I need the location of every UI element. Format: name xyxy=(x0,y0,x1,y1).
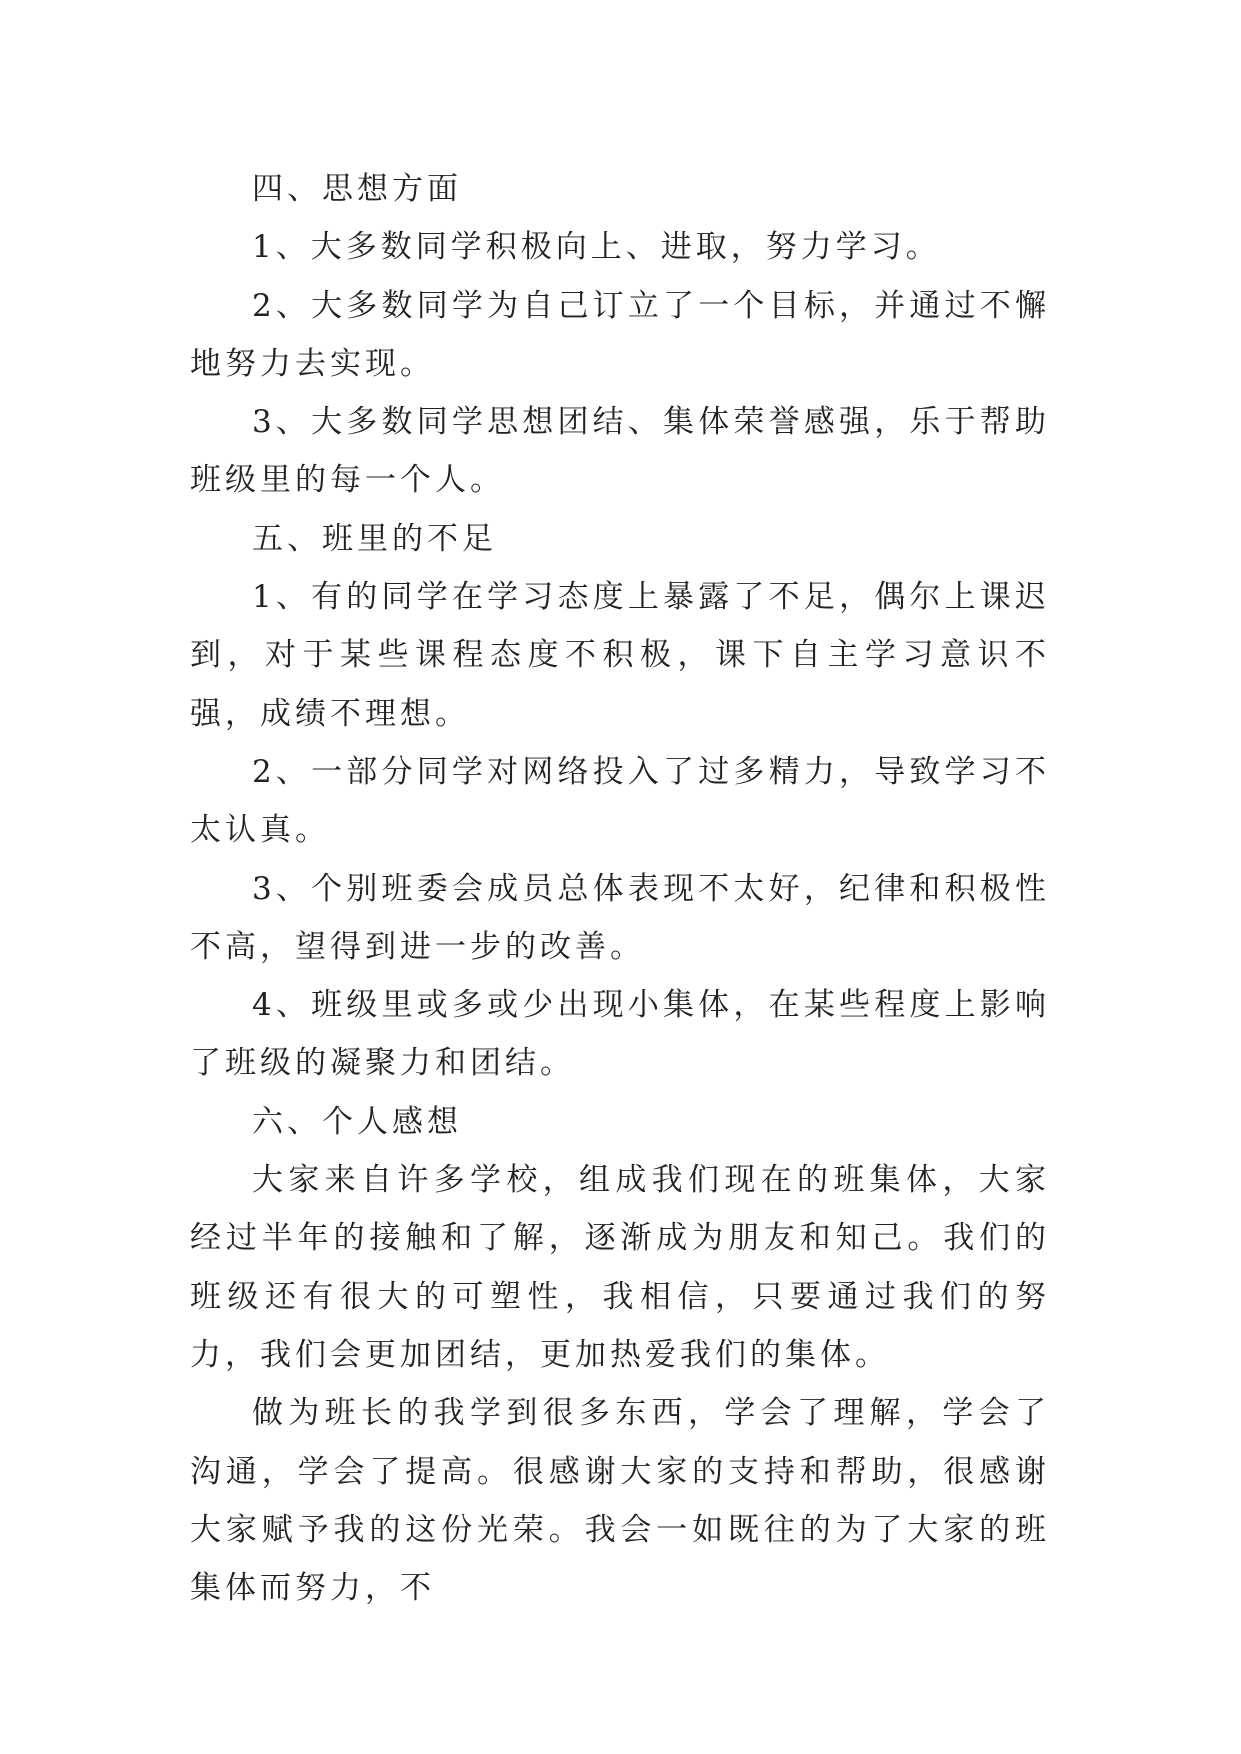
paragraph-thinking-1: 1、大多数同学积极向上、进取，努力学习。 xyxy=(252,229,941,266)
paragraph-shortcomings-1: 1、有的同学在学习态度上暴露了不足，偶尔上课迟到，对于某些课程态度不积极，课下自主学习意识不强，成绩不理想。 xyxy=(190,579,1050,732)
section-heading-shortcomings: 五、班里的不足 xyxy=(252,520,497,557)
paragraph-thinking-3: 3、大多数同学思想团结、集体荣誉感强，乐于帮助班级里的每一个人。 xyxy=(190,404,1050,499)
document-body xyxy=(190,160,1050,1617)
paragraph-reflections-2: 做为班长的我学到很多东西，学会了理解，学会了沟通，学会了提高。很感谢大家的支持和帮助，很感谢大家赋予我的这份光荣。我会一如既往的为了大家的班集体而努力，不 xyxy=(190,1395,1050,1607)
paragraph-shortcomings-3: 3、个别班委会成员总体表现不太好，纪律和积极性不高，望得到进一步的改善。 xyxy=(190,870,1050,965)
paragraph-reflections-1: 大家来自许多学校，组成我们现在的班集体，大家经过半年的接触和了解，逐渐成为朋友和知己。我们的班级还有很大的可塑性，我相信，只要通过我们的努力，我们会更加团结，更加热爱我们的集体。 xyxy=(190,1162,1050,1373)
paragraph-shortcomings-2: 2、一部分同学对网络投入了过多精力，导致学习不太认真。 xyxy=(190,753,1050,849)
section-heading-thinking: 四、思想方面 xyxy=(252,171,462,207)
paragraph-shortcomings-4: 4、班级里或多或少出现小集体，在某些程度上影响了班级的凝聚力和团结。 xyxy=(190,987,1050,1082)
section-heading-reflections: 六、个人感想 xyxy=(252,1103,462,1140)
paragraph-thinking-2: 2、大多数同学为自己订立了一个目标，并通过不懈地努力去实现。 xyxy=(190,287,1050,382)
